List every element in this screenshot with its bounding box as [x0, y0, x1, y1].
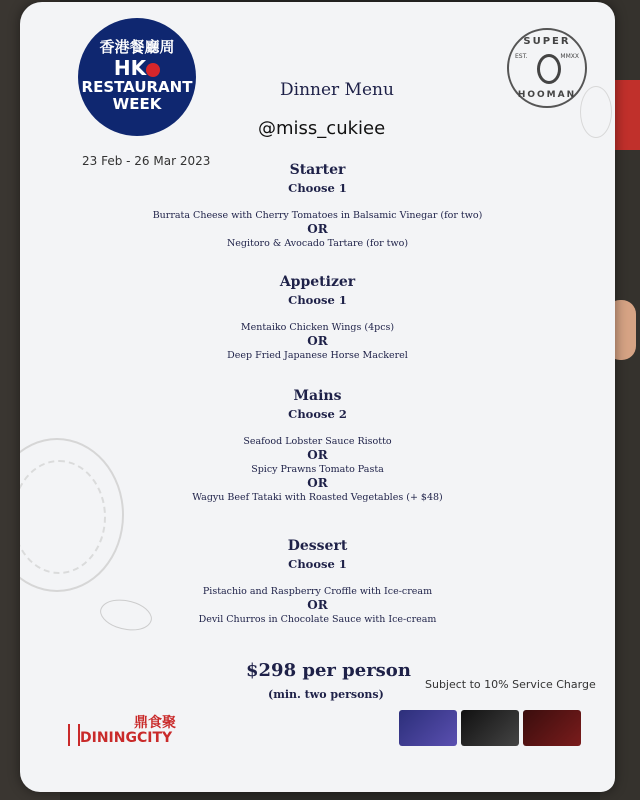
watermark-handle: @miss_cukiee: [258, 118, 386, 139]
section-choose: Choose 2: [288, 407, 347, 421]
menu-item: Negitoro & Avocado Tartare (for two): [226, 238, 409, 249]
background-red-object: [614, 80, 640, 150]
section-choose: Choose 1: [288, 293, 347, 307]
menu-card: [20, 2, 615, 792]
section-choose: Choose 1: [288, 557, 347, 571]
logo-hk-text: [78, 57, 196, 79]
section-starter: [20, 162, 615, 250]
section-heading: Appetizer: [279, 274, 356, 290]
credit-card-icon: [399, 710, 457, 746]
or-separator: OR: [307, 598, 328, 612]
section-items: [20, 435, 615, 504]
menu-item: Mentaiko Chicken Wings (4pcs): [240, 322, 395, 333]
or-separator: OR: [307, 334, 328, 348]
credit-card-icon: [523, 710, 581, 746]
logo-est-text: EST.: [515, 53, 528, 60]
section-appetizer: [20, 274, 615, 362]
menu-item: Pistachio and Raspberry Croffle with Ice-cream: [202, 586, 433, 597]
logo-restaurant-text: RESTAURANT: [81, 78, 193, 96]
menu-item: Deep Fried Japanese Horse Mackerel: [227, 350, 408, 361]
logo-super-text: SUPER: [523, 36, 571, 47]
logo-hk-label: HK: [113, 56, 147, 80]
menu-item: Devil Churros in Chocolate Sauce with Ice-cream: [198, 614, 437, 625]
section-choose: Choose 1: [288, 181, 347, 195]
red-dot-icon: [146, 63, 160, 77]
section-dessert: [20, 538, 615, 626]
fork-icon: [68, 724, 80, 746]
section-items: [20, 209, 615, 250]
section-items: [20, 321, 615, 362]
section-mains: [20, 388, 615, 504]
super-hooman-logo: [507, 28, 587, 108]
section-items: [20, 585, 615, 626]
or-separator: OR: [307, 476, 328, 490]
section-heading: Starter: [289, 162, 346, 178]
or-separator: OR: [307, 222, 328, 236]
diningcity-cn-text: 鼎食聚: [134, 715, 176, 731]
ring-icon: [537, 54, 561, 84]
diningcity-en-text: DININGCITY: [80, 730, 173, 746]
logo-cn-text: 香港餐廳周: [99, 38, 175, 56]
menu-title: Dinner Menu: [280, 80, 394, 100]
logo-hooman-text: HOOMAN: [517, 90, 577, 100]
credit-card-icon: [461, 710, 519, 746]
section-heading: Mains: [293, 388, 342, 404]
price: $298 per person: [246, 660, 411, 681]
or-separator: OR: [307, 448, 328, 462]
menu-item: Wagyu Beef Tataki with Roasted Vegetables (+ $48): [192, 492, 443, 503]
price-note: (min. two persons): [268, 688, 384, 701]
hk-restaurant-week-logo: [78, 18, 196, 136]
section-heading: Dessert: [287, 538, 348, 554]
menu-item: Spicy Prawns Tomato Pasta: [251, 464, 384, 475]
promo-dates: 23 Feb - 26 Mar 2023: [82, 154, 211, 168]
menu-item: Burrata Cheese with Cherry Tomatoes in Balsamic Vinegar (for two): [152, 210, 483, 221]
menu-item: Seafood Lobster Sauce Risotto: [243, 436, 392, 447]
logo-year-text: MMXX: [560, 53, 579, 60]
service-charge-note: Subject to 10% Service Charge: [425, 678, 596, 691]
logo-week-text: WEEK: [112, 95, 162, 113]
